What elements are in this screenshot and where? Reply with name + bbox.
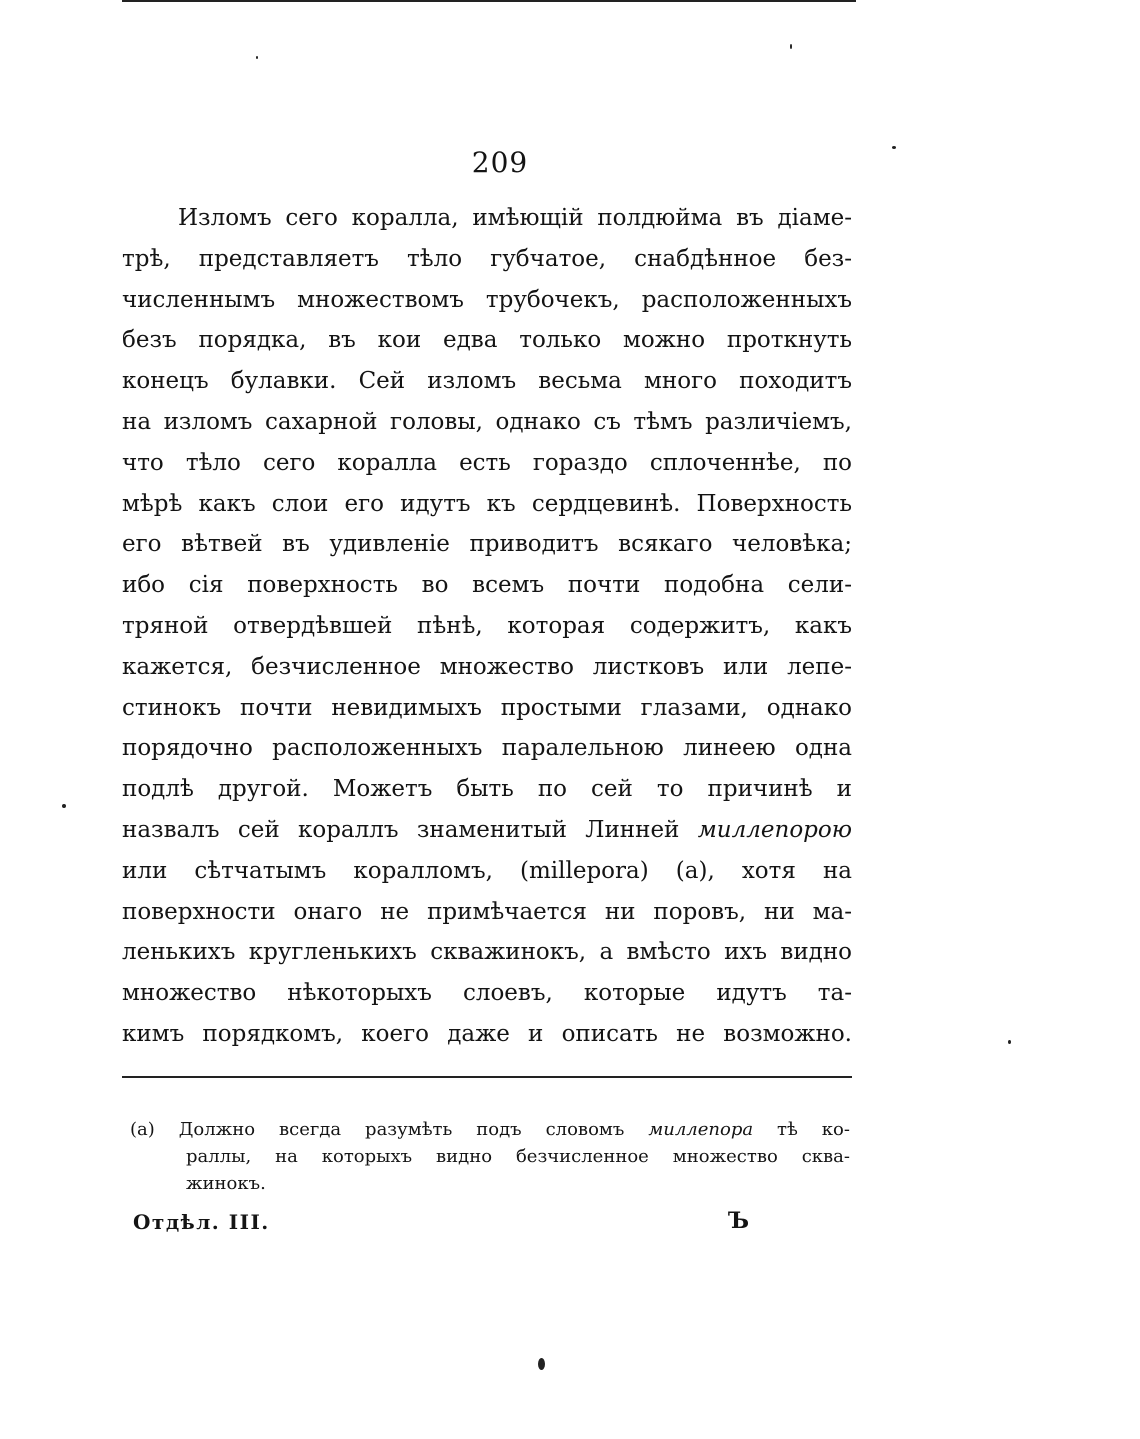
main-text — [122, 198, 852, 1055]
body-line: конецъ булавки. Сей изломъ весьма много походитъ — [122, 368, 852, 395]
body-line: кажется, безчисленное множество листковъ или лепе- — [122, 653, 852, 680]
body-line: мѣрѣ какъ слои его идутъ къ сердцевинѣ. Поверхность — [122, 490, 852, 517]
body-line: порядочно расположенныхъ паралельною линеею одна — [122, 735, 852, 762]
body-line: Изломъ сего коралла, имѣющій полдюйма въ діаме- — [178, 205, 852, 231]
body-line: кимъ порядкомъ, коего даже и описать не возможно. — [122, 1020, 852, 1047]
body-line: множество нѣкоторыхъ слоевъ, которые идутъ та- — [122, 980, 852, 1007]
body-line: что тѣло сего коралла есть гораздо сплоченнѣе, по — [122, 449, 852, 476]
footnote-marker: (а) — [130, 1119, 155, 1140]
footnote-emphasis: миллепора — [648, 1119, 754, 1140]
top-rule — [122, 0, 856, 2]
scan-speck — [892, 146, 896, 149]
body-line: его вѣтвей въ удивленіе приводитъ всякаго человѣка; — [122, 531, 852, 558]
body-line: стинокъ почти невидимыхъ простыми глазами, однако — [122, 694, 852, 721]
body-line: трѣ, представляетъ тѣло губчатое, снабдѣнное без- — [122, 245, 852, 272]
signature-mark: Ъ — [728, 1208, 750, 1234]
footnote-line-3: жинокъ. — [186, 1173, 266, 1194]
body-line: назвалъ сей кораллъ знаменитый Линней миллепорою — [122, 816, 852, 843]
scan-speck — [790, 44, 792, 49]
page-number: 209 — [471, 146, 529, 179]
body-line: тряной отвердѣвшей пѣнѣ, которая содержитъ, какъ — [122, 612, 852, 639]
scan-speck — [62, 804, 66, 808]
scan-speck — [256, 56, 258, 59]
footnote-line-1: (а) Должно всегда разумѣть подъ словомъ миллепора тѣ ко- — [130, 1119, 850, 1140]
footnote-rule — [122, 1076, 852, 1078]
body-line: ибо сія поверхность во всемъ почти подобна сели- — [122, 572, 852, 599]
body-emphasis: миллепорою — [697, 816, 852, 843]
body-line: или сѣтчатымъ коралломъ, (millepora) (а), хотя на — [122, 857, 852, 884]
body-line: ленькихъ кругленькихъ скважинокъ, а вмѣсто ихъ видно — [122, 939, 852, 966]
body-line: поверхности онаго не примѣчается ни поровъ, ни ма- — [122, 898, 852, 925]
body-line: на изломъ сахарной головы, однако съ тѣмъ различіемъ, — [122, 408, 852, 435]
footnote — [130, 1116, 850, 1197]
footnote-line-2: раллы, на которыхъ видно безчисленное множество сква- — [186, 1146, 850, 1167]
body-line: подлѣ другой. Можетъ быть по сей то причинѣ и — [122, 776, 852, 803]
signature-section: Отдѣл. III. — [133, 1210, 270, 1234]
body-line: численнымъ множествомъ трубочекъ, расположенныхъ — [122, 286, 852, 313]
scan-speck — [1008, 1040, 1011, 1044]
scan-speck — [538, 1358, 545, 1370]
body-line: безъ порядка, въ кои едва только можно проткнуть — [122, 327, 852, 354]
